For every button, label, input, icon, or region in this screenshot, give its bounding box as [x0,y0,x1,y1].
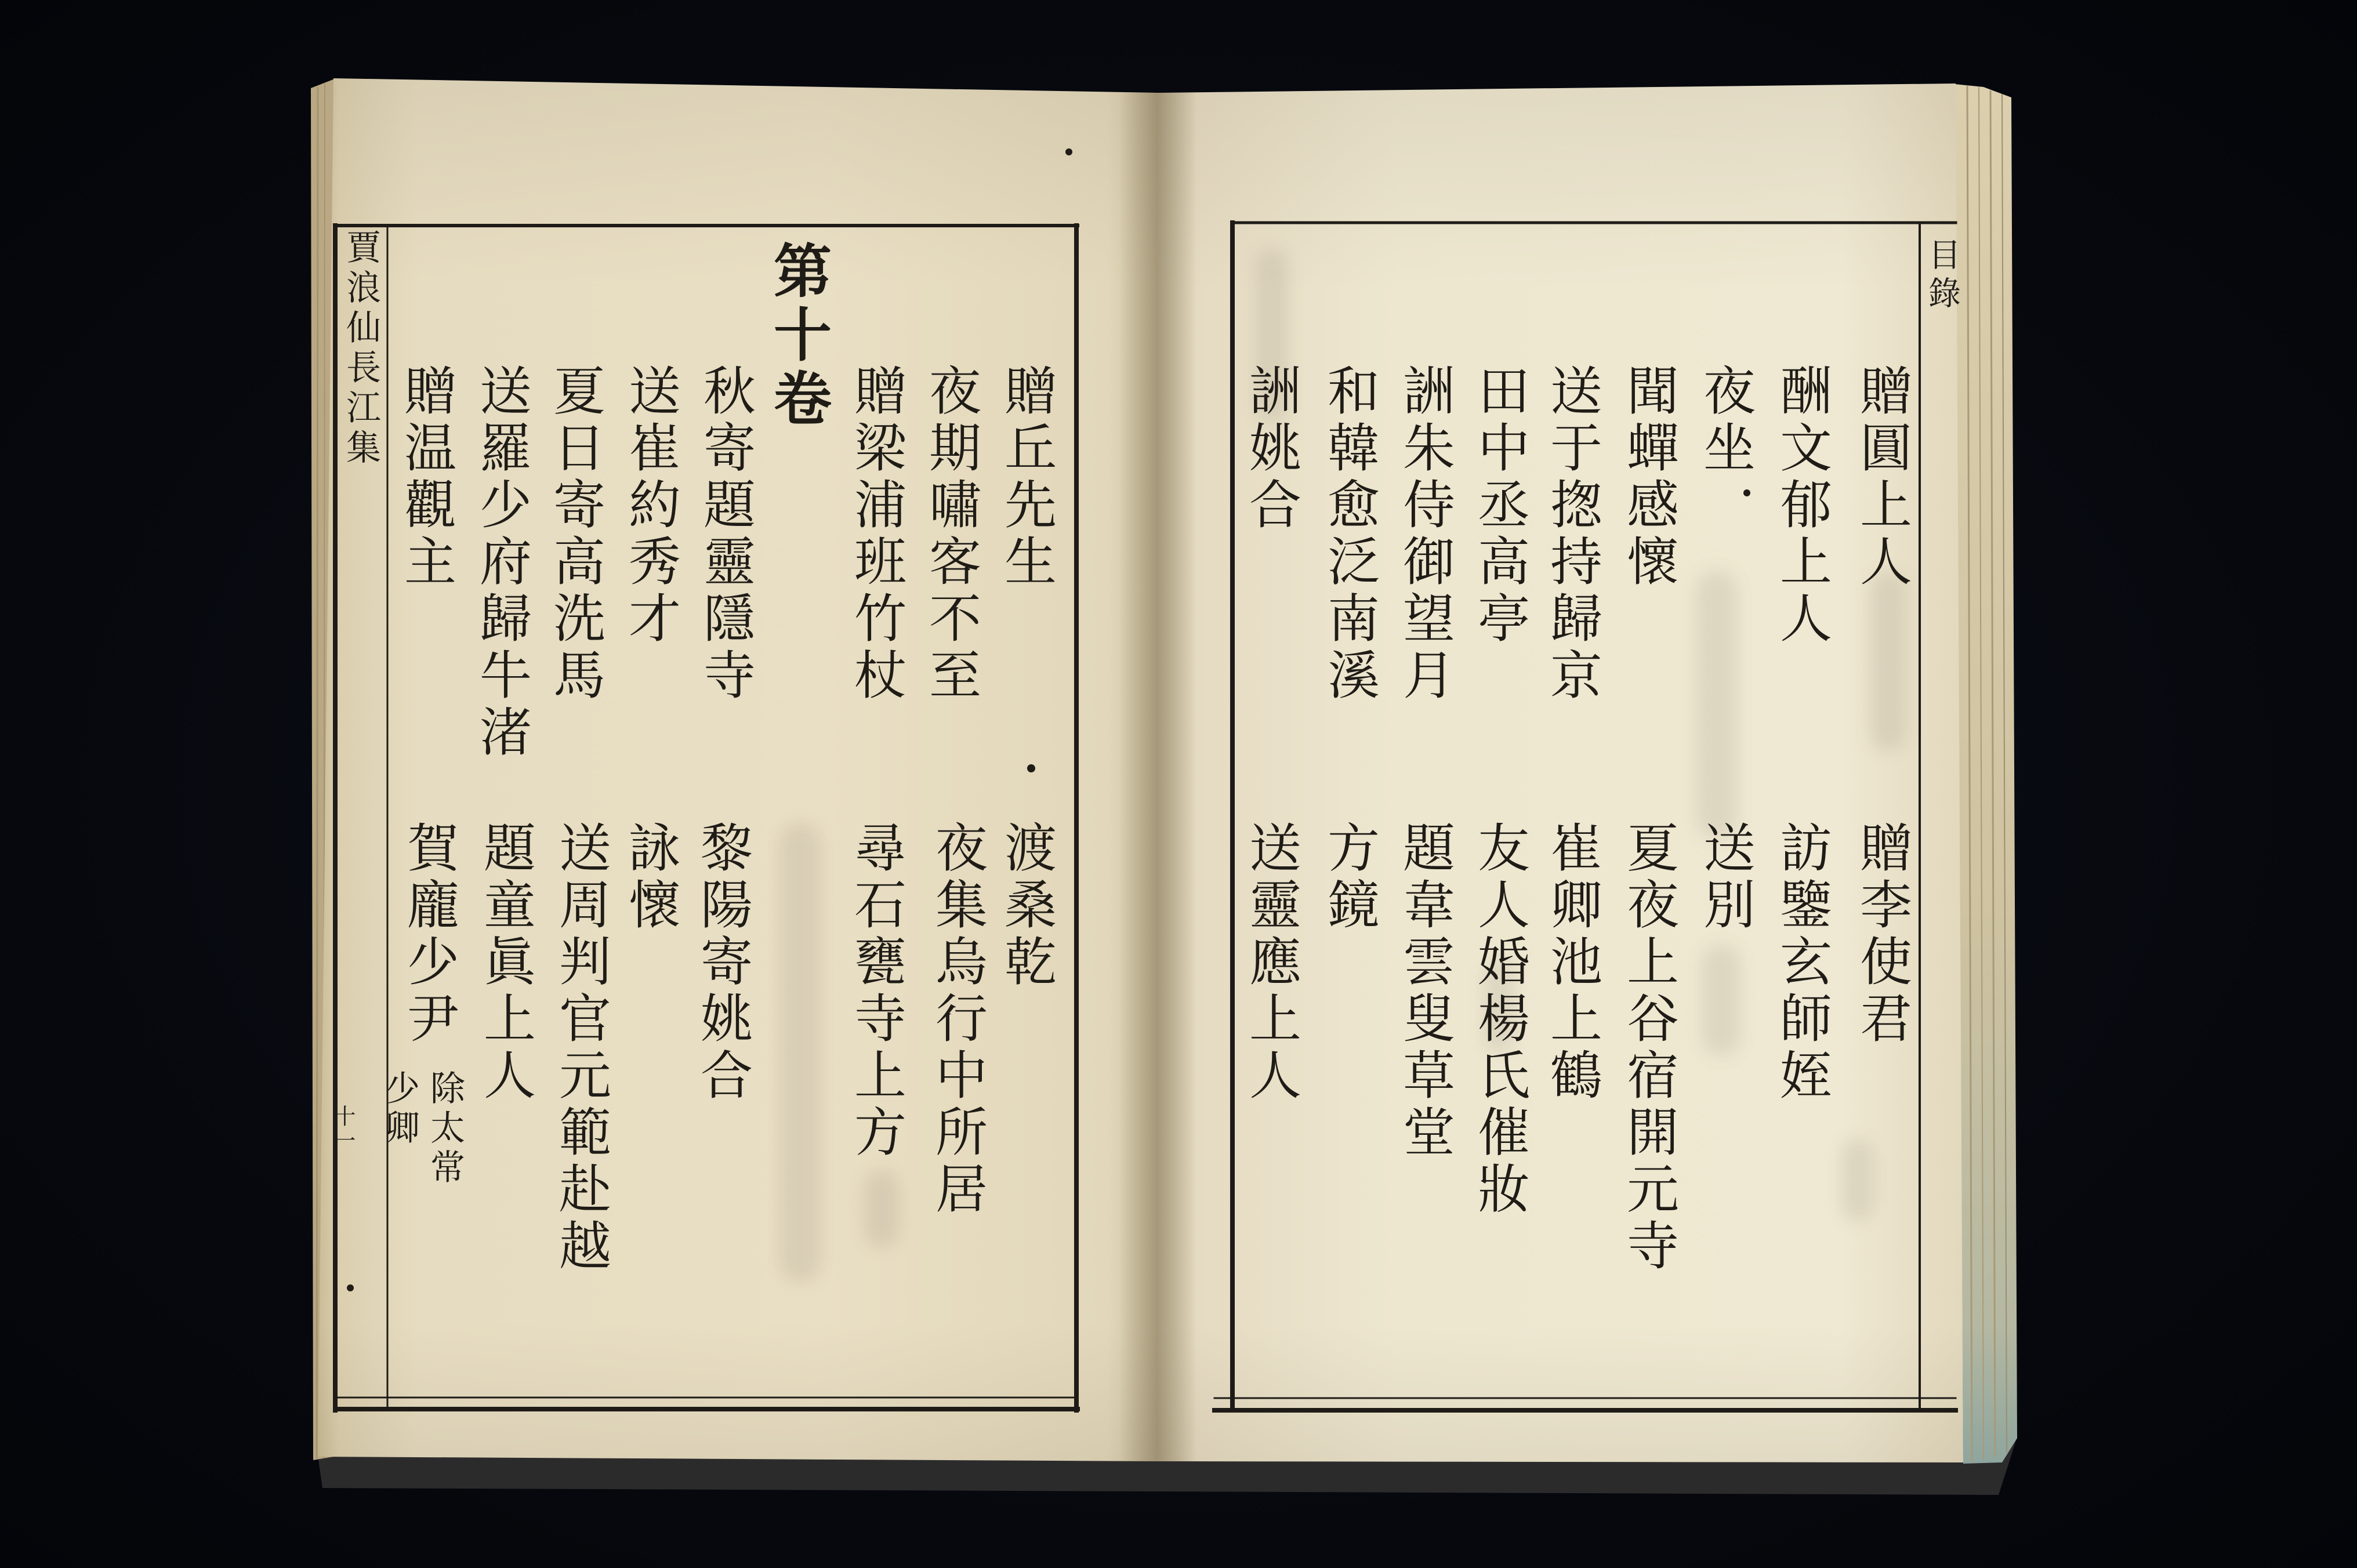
toc-entry: 送靈應上人 [1240,821,1301,1105]
toc-entry: 贈温觀主 [395,364,456,591]
toc-entry: 詶朱侍御望月 [1394,364,1455,705]
ink-speck [347,1284,354,1291]
toc-entry: 送崔約秀才 [619,364,680,648]
toc-entry: 贈圓上人 [1851,364,1912,591]
toc-entry: 題韋雲叟草堂 [1394,821,1455,1162]
show-through-smudge [1702,945,1740,1055]
toc-entry: 友人婚楊氏催妝 [1468,821,1529,1218]
toc-entry: 贈梁浦班竹杖 [845,364,906,705]
toc-entry: 崔卿池上鶴 [1541,821,1602,1105]
ink-speck [1065,148,1072,155]
toc-entry: 夜集烏行中所居 [926,821,987,1218]
toc-entry: 夜期嘯客不至 [920,364,981,705]
toc-entry: 夏日寄高洗馬 [544,364,605,705]
toc-entry: 尋石甕寺上方 [845,821,906,1162]
toc-entry: 詶姚合 [1240,364,1301,534]
volume-heading: 第十卷 [764,241,832,432]
toc-entry: 詠懷 [619,821,680,934]
toc-entry: 秋寄題靈隱寺 [694,364,755,705]
toc-entry: 田中丞高亭 [1468,364,1529,648]
toc-entry: 送別 [1694,821,1755,934]
section-label-contents: 目錄 [1923,238,1961,314]
show-through-smudge [780,823,821,1282]
toc-entry-annotation: 少卿 [379,1070,420,1149]
toc-entry: 渡桑乾 [995,821,1056,991]
toc-entry: 賀龐少尹 [398,821,459,1048]
toc-entry: 送羅少府歸牛渚 [470,364,531,761]
show-through-smudge [1841,1139,1873,1221]
toc-entry: 黎陽寄姚合 [691,821,752,1105]
toc-entry: 送于揔持歸京 [1541,364,1602,705]
toc-entry: 贈李使君 [1851,821,1912,1048]
toc-entry: 方鏡 [1318,821,1379,934]
toc-entry: 夏夜上谷宿開元寺 [1618,821,1678,1275]
punctuation-dot [1743,489,1750,496]
toc-entry: 題童眞上人 [474,821,535,1105]
toc-entry: 夜坐 [1694,364,1755,477]
toc-entry-annotation: 除太常 [425,1070,465,1188]
toc-entry: 送周判官元範赴越 [550,821,611,1275]
show-through-smudge [1870,571,1905,751]
toc-entry: 訪鑒玄師姪 [1771,821,1832,1105]
toc-entry: 贈丘先生 [995,364,1056,591]
ink-speck [1027,764,1035,772]
show-through-smudge [864,1171,899,1247]
toc-entry: 和韓愈泛南溪 [1318,364,1379,705]
toc-entry: 酬文郁上人 [1771,364,1832,648]
toc-entry: 聞蟬感懷 [1618,364,1678,591]
show-through-smudge [1696,571,1737,838]
folio-number: 十一 [330,1105,356,1153]
book-title-margin: 賈浪仙長江集 [340,229,381,469]
